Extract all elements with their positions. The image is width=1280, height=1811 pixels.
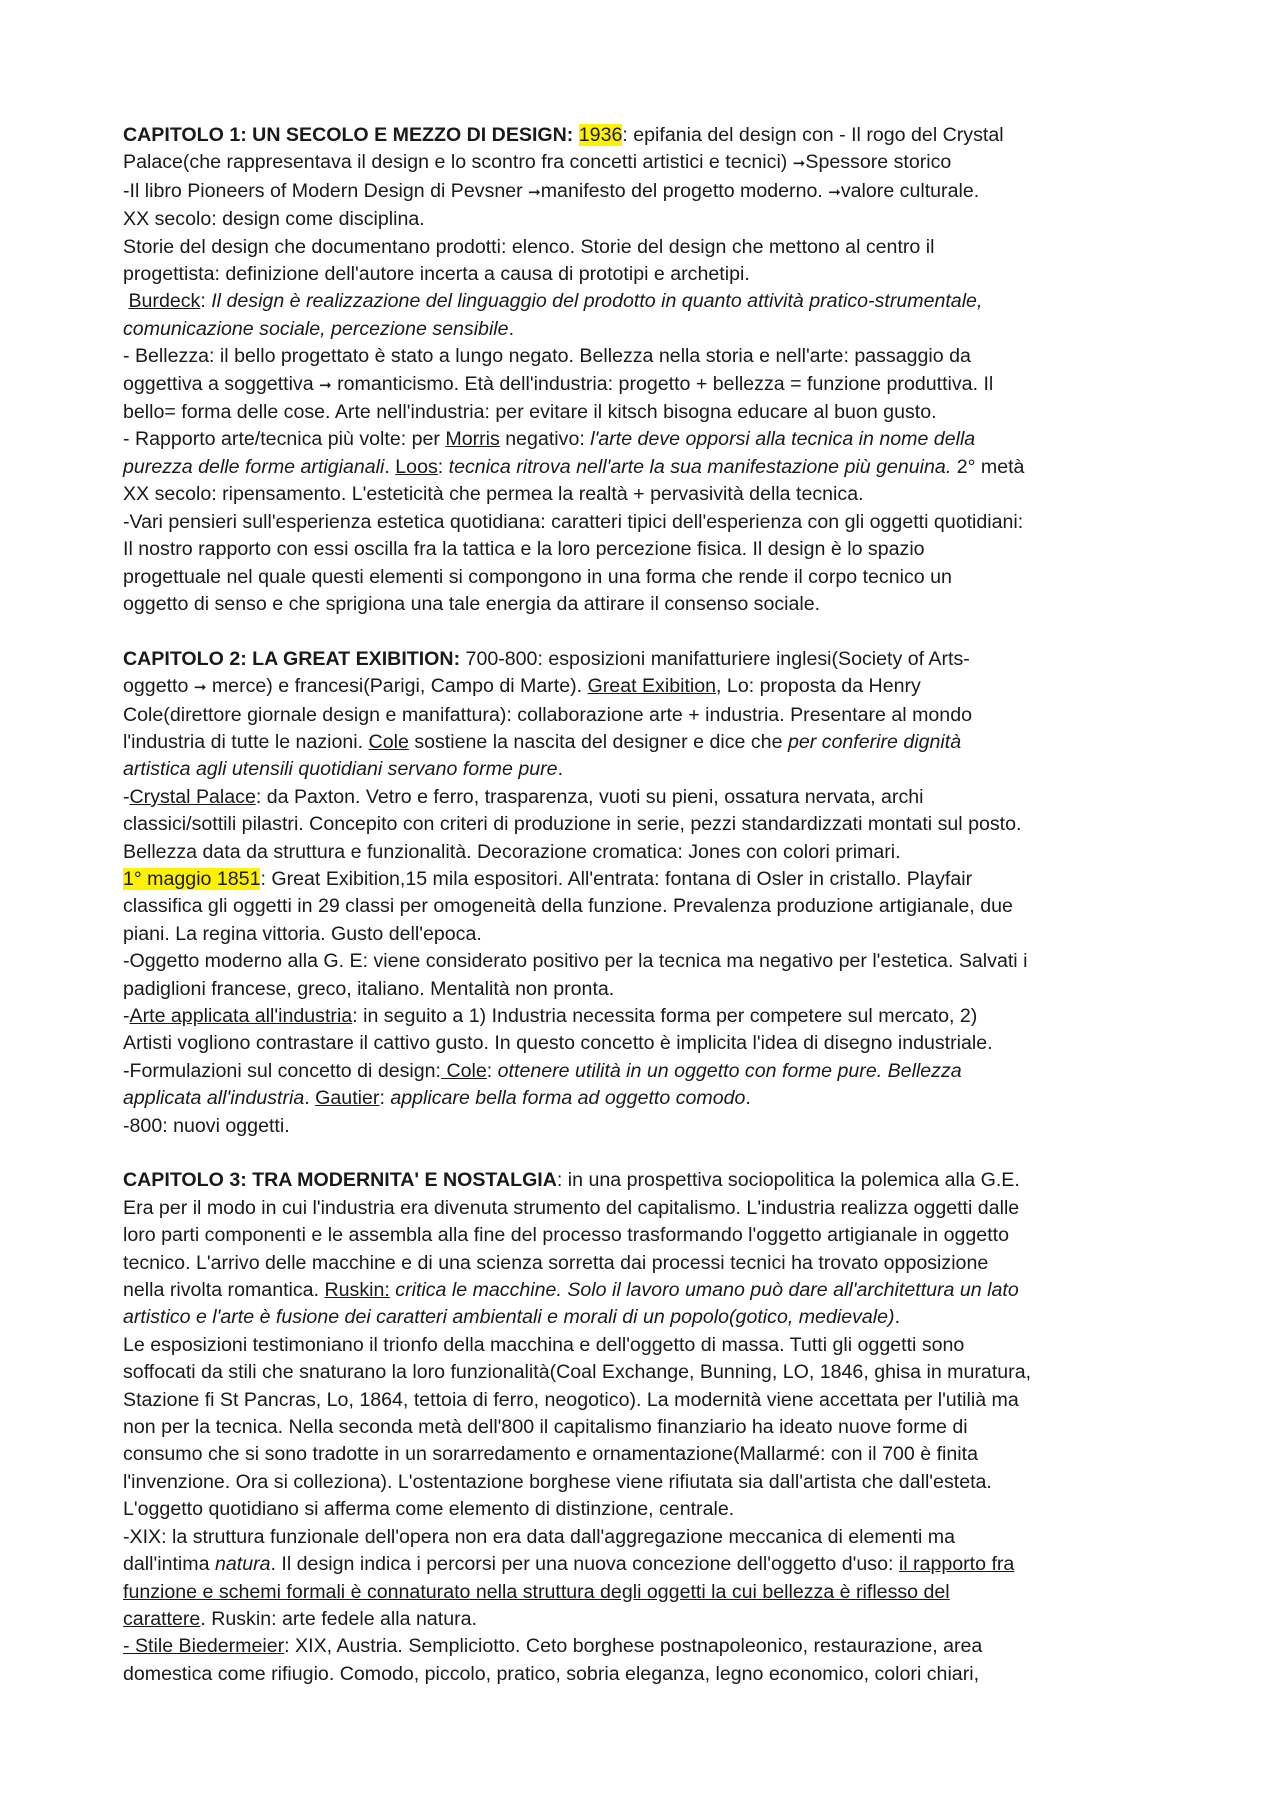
chapter-1-line-15: -Vari pensieri sull'esperienza estetica quotidiana: caratteri tipici dell'esperienza con gli oggetti quotidiani: bbox=[123, 510, 1024, 533]
chapter-3-line-6: artistico e l'arte è fusione dei caratteri ambientali e morali di un popolo(gotico, medievale). bbox=[123, 1306, 901, 1329]
chapter-3-line-16: funzione e schemi formali è connaturato nella struttura degli oggetti la cui bellezza è riflesso del bbox=[123, 1580, 950, 1603]
chapter-1-line-3: -Il libro Pioneers of Modern Design di Pevsner ➞manifesto del progetto moderno. ➞valore culturale. bbox=[123, 179, 980, 202]
author-loos: Loos bbox=[395, 455, 438, 478]
chapter-2-line-12: -Oggetto moderno alla G. E: viene considerato positivo per la tecnica ma negativo per l'estetica. Salvati i bbox=[123, 950, 1028, 973]
chapter-3-line-19: domestica come rifiugio. Comodo, piccolo, pratico, sobria eleganza, legno economico, colori chiari, bbox=[123, 1662, 980, 1685]
chapter-1-line-17: progettuale nel quale questi elementi si compongono in una forma che rende il corpo tecnico un bbox=[123, 565, 952, 588]
chapter-1-line-18: oggetto di senso e che sprigiona una tale energia da attirare il consenso sociale. bbox=[123, 592, 821, 615]
chapter-3-line-13: L'oggetto quotidiano si afferma come elemento di distinzione, centrale. bbox=[123, 1498, 735, 1521]
chapter-2-line-6: -Crystal Palace: da Paxton. Vetro e ferro, trasparenza, vuoti su pieni, ossatura nervata, archi bbox=[123, 785, 924, 808]
author-burdeck: Burdeck bbox=[128, 290, 201, 313]
chapter-2-line-7: classici/sottili pilastri. Concepito con criteri di produzione in serie, pezzi standardizzati montati sul posto. bbox=[123, 813, 1022, 836]
chapter-3-line-11: consumo che si sono tradotte in un sorarredamento e ornamentazione(Mallarmé: con il 700 è finita bbox=[123, 1443, 978, 1466]
chapter-1-line-12: - Rapporto arte/tecnica più volte: per Morris negativo: l'arte deve opporsi alla tecnica in nome della bbox=[123, 428, 976, 451]
chapter-2-line-5: artistica agli utensili quotidiani servano forme pure. bbox=[123, 758, 564, 781]
burdeck-quote: Il design è realizzazione del linguaggio del prodotto in quanto attività pratico-strumentale, bbox=[211, 290, 983, 313]
chapter-2-line-9: 1° maggio 1851: Great Exibition,15 mila espositori. All'entrata: fontana di Osler in cristallo. Playfair bbox=[123, 867, 973, 890]
chapter-1-heading: CAPITOLO 1: UN SECOLO E MEZZO DI DESIGN: bbox=[123, 124, 574, 146]
paragraph-gap bbox=[123, 1140, 1183, 1167]
chapter-3-line-9: Stazione fi St Pancras, Lo, 1864, tettoia di ferro, neogotico). La modernità viene accettata per l'utilià ma bbox=[123, 1388, 1019, 1411]
biedermeier-term: - Stile Biedermeier bbox=[123, 1635, 285, 1658]
document-page bbox=[123, 122, 1183, 1688]
arrow-right-icon: ➞ bbox=[528, 182, 541, 201]
chapter-1-line-4: XX secolo: design come disciplina. bbox=[123, 208, 425, 231]
chapter-1-line-10: oggettiva a soggettiva ➞ romanticismo. Età dell'industria: progetto + bellezza = funzione produttiva. Il bbox=[123, 372, 994, 395]
chapter-2 bbox=[123, 646, 1183, 1140]
arrow-right-icon: ➞ bbox=[193, 678, 207, 697]
chapter-3-line-5: nella rivolta romantica. Ruskin: critica le macchine. Solo il lavoro umano può dare all'architettura un lato bbox=[123, 1279, 1019, 1302]
paragraph-gap bbox=[123, 618, 1183, 645]
chapter-3-line-18: - Stile Biedermeier: XIX, Austria. Sempliciotto. Ceto borghese postnapoleonico, restaurazione, area bbox=[123, 1635, 983, 1658]
author-morris: Morris bbox=[445, 428, 500, 451]
chapter-2-line-8: Bellezza data da struttura e funzionalità. Decorazione cromatica: Jones con colori primari. bbox=[123, 840, 901, 863]
chapter-3-line-3: loro parti componenti e le assembla alla fine del processo trasformando l'oggetto artigianale in oggetto bbox=[123, 1224, 1009, 1247]
chapter-3-heading: CAPITOLO 3: TRA MODERNITA' E NOSTALGIA bbox=[123, 1169, 557, 1192]
chapter-3-line-12: l'invenzione. Ora si colleziona). L'ostentazione borghese viene rifiutata sia dall'artista che dall'esteta. bbox=[123, 1470, 992, 1493]
loos-quote: tecnica ritrova nell'arte la sua manifestazione più genuina. bbox=[448, 455, 952, 478]
chapter-2-line-18: -800: nuovi oggetti. bbox=[123, 1114, 290, 1137]
chapter-2-line-15: Artisti vogliono contrastare il cattivo gusto. In questo concetto è implicita l'idea di disegno industriale. bbox=[123, 1032, 993, 1055]
chapter-1-line-5: Storie del design che documentano prodotti: elenco. Storie del design che mettono al centro il bbox=[123, 235, 935, 258]
chapter-3-line-1: CAPITOLO 3: TRA MODERNITA' E NOSTALGIA: in una prospettiva sociopolitica la polemica alla G.E. bbox=[123, 1169, 1020, 1192]
author-cole: Cole bbox=[368, 730, 409, 753]
author-cole-2: Cole bbox=[441, 1059, 487, 1082]
chapter-1-line-14: XX secolo: ripensamento. L'esteticità che permea la realtà + pervasività della tecnica. bbox=[123, 483, 864, 506]
chapter-3 bbox=[123, 1167, 1183, 1688]
chapter-1-line-8: comunicazione sociale, percezione sensibile. bbox=[123, 317, 515, 340]
arrow-right-icon: ➞ bbox=[828, 182, 841, 201]
chapter-1-line-11: bello= forma delle cose. Arte nell'industria: per evitare il kitsch bisogna educare al buon gusto. bbox=[123, 401, 937, 424]
chapter-1-line-16: Il nostro rapporto con essi oscilla fra la tattica e la loro percezione fisica. Il design è lo spazio bbox=[123, 538, 925, 561]
arrow-right-icon: ➞ bbox=[319, 375, 332, 394]
chapter-2-line-11: piani. La regina vittoria. Gusto dell'epoca. bbox=[123, 922, 482, 945]
chapter-1-line-7: Burdeck: Il design è realizzazione del linguaggio del prodotto in quanto attività pratico-strumentale, bbox=[128, 290, 983, 313]
chapter-3-line-14: -XIX: la struttura funzionale dell'opera non era data dall'aggregazione meccanica di elementi ma bbox=[123, 1525, 955, 1548]
chapter-1-line-2: Palace(che rappresentava il design e lo scontro fra concetti artistici e tecnici) ➞Spessore storico bbox=[123, 151, 952, 174]
chapter-2-line-3: Cole(direttore giornale design e manifattura): collaborazione arte + industria. Presentare al mondo bbox=[123, 703, 972, 726]
chapter-2-line-17: applicata all'industria. Gautier: applicare bella forma ad oggetto comodo. bbox=[123, 1087, 751, 1110]
chapter-2-heading: CAPITOLO 2: LA GREAT EXIBITION: bbox=[123, 647, 461, 670]
chapter-1-line-6: progettista: definizione dell'autore incerta a causa di prototipi e archetipi. bbox=[123, 263, 750, 286]
chapter-3-line-4: tecnico. L'arrivo delle macchine e di una scienza sorretta dai processi tecnici ha trovato opposizione bbox=[123, 1251, 989, 1274]
chapter-3-line-15: dall'intima natura. Il design indica i percorsi per una nuova concezione dell'oggetto d'uso: il rapporto fra bbox=[123, 1553, 1015, 1576]
chapter-3-line-8: soffocati da stili che snaturano la loro funzionalità(Coal Exchange, Bunning, LO, 1846, ghisa in muratura, bbox=[123, 1361, 1032, 1384]
chapter-2-line-2: oggetto ➞ merce) e francesi(Parigi, Campo di Marte). Great Exibition, Lo: proposta da Henry bbox=[123, 675, 921, 698]
chapter-2-line-13: padiglioni francese, greco, italiano. Mentalità non pronta. bbox=[123, 977, 615, 1000]
crystal-palace-term: Crystal Palace bbox=[129, 785, 256, 808]
chapter-2-line-10: classifica gli oggetti in 29 classi per omogeneità della funzione. Prevalenza produzione artigianale, due bbox=[123, 895, 1013, 918]
chapter-1-line-13: purezza delle forme artigianali. Loos: tecnica ritrova nell'arte la sua manifestazione più genuina. 2° metà bbox=[123, 455, 1025, 478]
author-ruskin: Ruskin: bbox=[324, 1279, 390, 1302]
arrow-right-icon: ➞ bbox=[792, 154, 806, 173]
chapter-3-line-2: Era per il modo in cui l'industria era divenuta strumento del capitalismo. L'industria realizza oggetti dalle bbox=[123, 1196, 1020, 1219]
author-gautier: Gautier bbox=[315, 1087, 380, 1110]
chapter-1-line-1: CAPITOLO 1: UN SECOLO E MEZZO DI DESIGN: 1936: epifania del design con - Il rogo del Crystal bbox=[123, 124, 1004, 146]
chapter-2-line-1: CAPITOLO 2: LA GREAT EXIBITION: 700-800: esposizioni manifatturiere inglesi(Society of Arts- bbox=[123, 647, 970, 670]
chapter-3-line-10: non per la tecnica. Nella seconda metà dell'800 il capitalismo finanziario ha ideato nuove forme di bbox=[123, 1416, 968, 1439]
chapter-3-line-17: carattere. Ruskin: arte fedele alla natura. bbox=[123, 1607, 477, 1630]
chapter-2-line-4: l'industria di tutte le nazioni. Cole sostiene la nascita del designer e dice che per conferire dignità bbox=[123, 730, 962, 753]
highlight-date: 1° maggio 1851 bbox=[123, 867, 261, 890]
chapter-2-line-16: -Formulazioni sul concetto di design: Cole: ottenere utilità in un oggetto con forme pure. Bellezza bbox=[123, 1059, 962, 1082]
great-exibition-term: Great Exibition bbox=[587, 675, 717, 698]
chapter-1-line-9: - Bellezza: il bello progettato è stato a lungo negato. Bellezza nella storia e nell'arte: passaggio da bbox=[123, 345, 971, 368]
highlight-year: 1936 bbox=[578, 124, 623, 146]
chapter-2-line-14: -Arte applicata all'industria: in seguito a 1) Industria necessita forma per competere sul mercato, 2) bbox=[123, 1004, 978, 1027]
chapter-1 bbox=[123, 122, 1183, 618]
chapter-3-line-7: Le esposizioni testimoniano il trionfo della macchina e dell'oggetto di massa. Tutti gli oggetti sono bbox=[123, 1333, 965, 1356]
arte-applicata-term: Arte applicata all'industria bbox=[129, 1004, 353, 1027]
